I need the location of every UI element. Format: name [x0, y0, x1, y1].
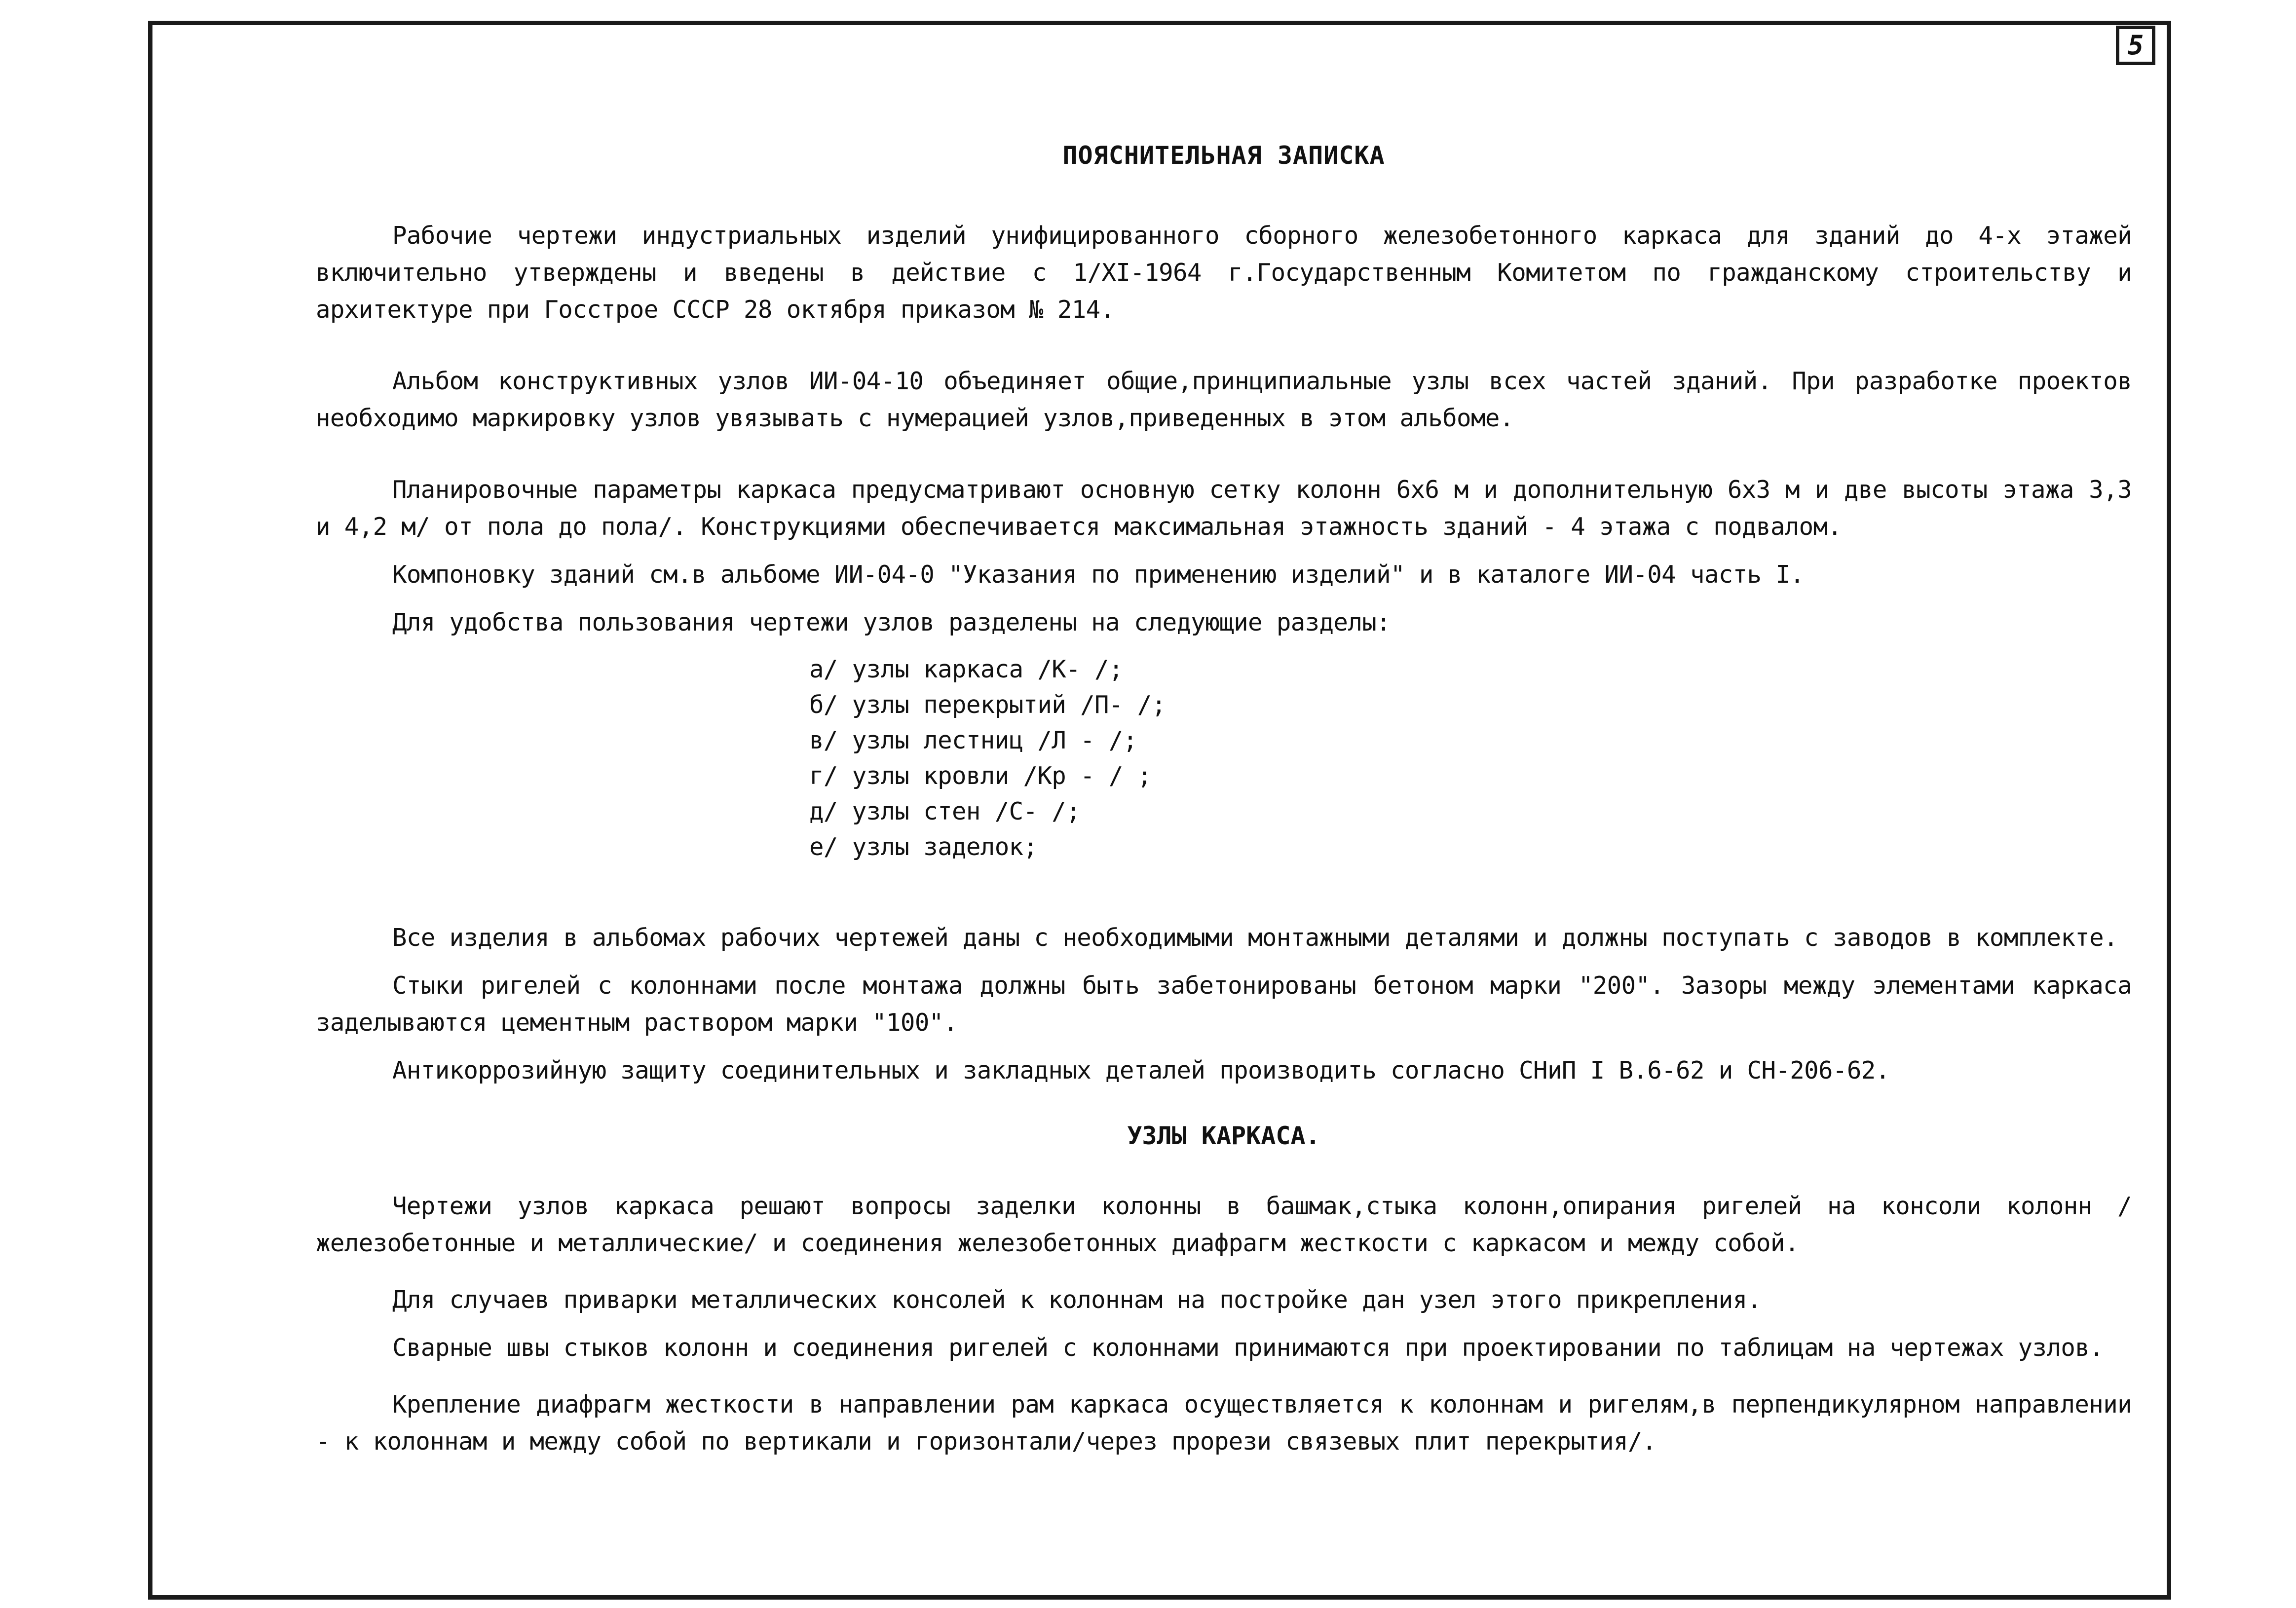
list-item: б/ узлы перекрытий /П- /; [809, 691, 1166, 719]
list-item: д/ узлы стен /С- /; [809, 797, 1081, 825]
page-title: ПОЯСНИТЕЛЬНАЯ ЗАПИСКА [1062, 141, 1385, 170]
paragraph-layout: Компоновку зданий см.в альбоме ИИ-04-0 "Указания по применению изделий" и в каталоге ИИ-04 часть I. [392, 561, 1805, 589]
paragraph-album: Альбом конструктивных узлов ИИ-04-10 объединяет общие,принципиальные узлы всех частей зданий. При разработке проектов необходимо маркировку узлов увязывать с нумерацией узлов,приведенных в этом альбоме. [316, 367, 2132, 432]
paragraph-approval: Рабочие чертежи индустриальных изделий унифицированного сборного железобетонного каркаса для зданий до 4-х этажей включительно утверждены и введены в действие с 1/XI-1964 г.Государственным Комитетом по гражданскому строительству и архитектуре при Госстрое СССР 28 октября приказом № 214. [316, 222, 2132, 324]
sections-list [809, 652, 2132, 865]
page-number: 5 [2116, 26, 2155, 65]
list-item: а/ узлы каркаса /К- /; [809, 655, 1123, 683]
paragraph-parameters: Планировочные параметры каркаса предусматривают основную сетку колонн 6х6 м и дополнительную 6х3 м и две высоты этажа 3,3 и 4,2 м/ от пола до пола/. Конструкциями обеспечивается максимальная этажность зданий - 4 этажа с подвалом. [316, 476, 2132, 541]
paragraph-joints: Стыки ригелей с колоннами после монтажа должны быть забетонированы бетоном марки "200". Зазоры между элементами каркаса заделываются цементным раствором марки "100". [316, 972, 2132, 1037]
paragraph-sections-intro: Для удобства пользования чертежи узлов разделены на следующие разделы: [392, 608, 1391, 636]
list-item: г/ узлы кровли /Кр - / ; [809, 762, 1152, 790]
paragraph-welds: Сварные швы стыков колонн и соединения ригелей с колоннами принимаются при проектировании по таблицам на чертежах узлов. [392, 1334, 2104, 1362]
document-body [316, 138, 2132, 1460]
paragraph-corrosion: Антикоррозийную защиту соединительных и закладных деталей производить согласно СНиП I В.6-62 и СН-206-62. [392, 1056, 1890, 1084]
paragraph-frame-nodes: Чертежи узлов каркаса решают вопросы заделки колонны в башмак,стыка колонн,опирания ригелей на консоли колонн /железобетонные и металлические/ и соединения железобетонных диафрагм жесткости с каркасом и между собой. [316, 1192, 2132, 1257]
paragraph-products: Все изделия в альбомах рабочих чертежей даны с необходимыми монтажными деталями и должны поступать с заводов в комплекте. [392, 924, 2118, 952]
list-item: в/ узлы лестниц /Л - /; [809, 726, 1137, 754]
paragraph-welding-consoles: Для случаев приварки металлических консолей к колоннам на постройке дан узел этого прикрепления. [392, 1286, 1762, 1314]
list-item: е/ узлы заделок; [809, 833, 1038, 861]
paragraph-diaphragms: Крепление диафрагм жесткости в направлении рам каркаса осуществляется к колоннам и ригелям,в перпендикулярном направлении - к колоннам и между собой по вертикали и горизонтали/через прорези связевых плит перекрытия/. [316, 1390, 2132, 1456]
section-title: УЗЛЫ КАРКАСА. [1127, 1122, 1320, 1150]
